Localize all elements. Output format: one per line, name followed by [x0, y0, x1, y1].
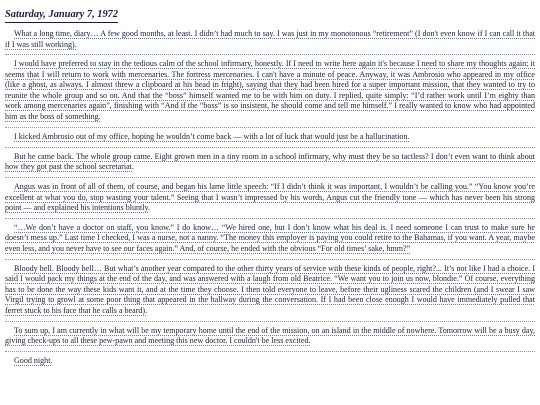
paragraph-7: Bloody hell. Bloody hell… But what’s another year compared to the other thirty years of service with these kinds of people, right?... It’s not like I had a choice. I said I would pack my things at the end of the day, and was answered with a laugh from old Beatrice. “We want you to join us now, blondie.” Of course, everything has to be done the way these kids want it, and at the time they choose. I then told everyone to leave, before their ugliness scared the children (and I swear I saw Virgil trying to growl at some poor thing that appeared in the hallway during the conversation. If I had been close enough I would have immediately pulled that ferret stuck to his face that he calls a beard).: [5, 263, 535, 315]
entry-date: Saturday, January 7, 1972: [5, 8, 118, 23]
paragraph-6: “…We don’t have a doctor on staff, you know.” I do know… “We hired one, but I don’t know what his deal is. I need someone I can trust to make sure he doesn’t mess up.” Last time I checked, I was a nurse, not a nanny. “The money this employer is paying you could retire to the Bahamas, if you want. A year, maybe even less, and you never have to see our faces again.” And, of course, he ended with the obvious “For old times’ sake, hmm?”: [5, 222, 535, 253]
paragraph-8: To sum up, I am currently in what will be my temporary home until the end of the mission, on an island in the middle of nowhere. Tomorrow will be a busy day, giving check-ups to all these pew-pawn and meeting this new doctor. I couldn't be less excited.: [5, 325, 535, 346]
divider: [5, 321, 535, 322]
paragraph-1: What a long time, diary… A few good months, at least. I didn’t had much to say. I was just in my monotonous “retirement” (I don't even know if I can call it that if I was still working).: [5, 29, 535, 49]
divider: [5, 147, 535, 148]
divider: [5, 177, 535, 178]
divider: [5, 54, 535, 55]
divider: [5, 218, 535, 219]
paragraph-closing: Good night.: [14, 356, 53, 366]
paragraph-4: But he came back. The whole group came. Eight grown men in a tiny room in a school infirmary, why must they be so tactless? I don’t even want to think about how they got past the school secretariat.: [5, 151, 535, 172]
divider: [5, 127, 535, 128]
divider: [5, 351, 535, 352]
paragraph-2: I would have preferred to stay in the tedious calm of the school infirmary, honestly. If I need to write here again it's because I need to share my thoughts again; it seems that I will return to work with mercenaries. The fortress mercenaries. I can't have a minute of peace. Anyway, it was Ambrosio who appeared in my office (like a ghost, as always. I almost threw a clipboard at his head in fright), saying that they had been hired for a super important mission, that they wanted to try to reunite the whole group and so on. And that the “boss” himself wanted me to be with him on duty. I replied, quite simply: “I’d rather work until I’m eighty than work among mercenaries again”, finishing with “And if the “boss” is so insistent, he should come and tell me himself.” I really wanted to know who had appointed him as the boss of something.: [5, 59, 535, 121]
divider: [5, 259, 535, 260]
diary-page: [5, 4, 535, 402]
paragraph-5: Angus was in front of all of them, of course, and began his lame little speech: “If I didn’t think it was important, I wouldn’t be calling you.” “You know you’re excellent at what you do, stop wasting your talent.” Seeing that I wasn’t impressed by his words, Angus cut the friendly tone — which has never been his strong point — and explained his intentions bluntly.: [5, 182, 535, 213]
paragraph-3: I kicked Ambrosio out of my office, hoping he wouldn’t come back — with a lot of luck that would just be a hallucination.: [14, 131, 410, 141]
